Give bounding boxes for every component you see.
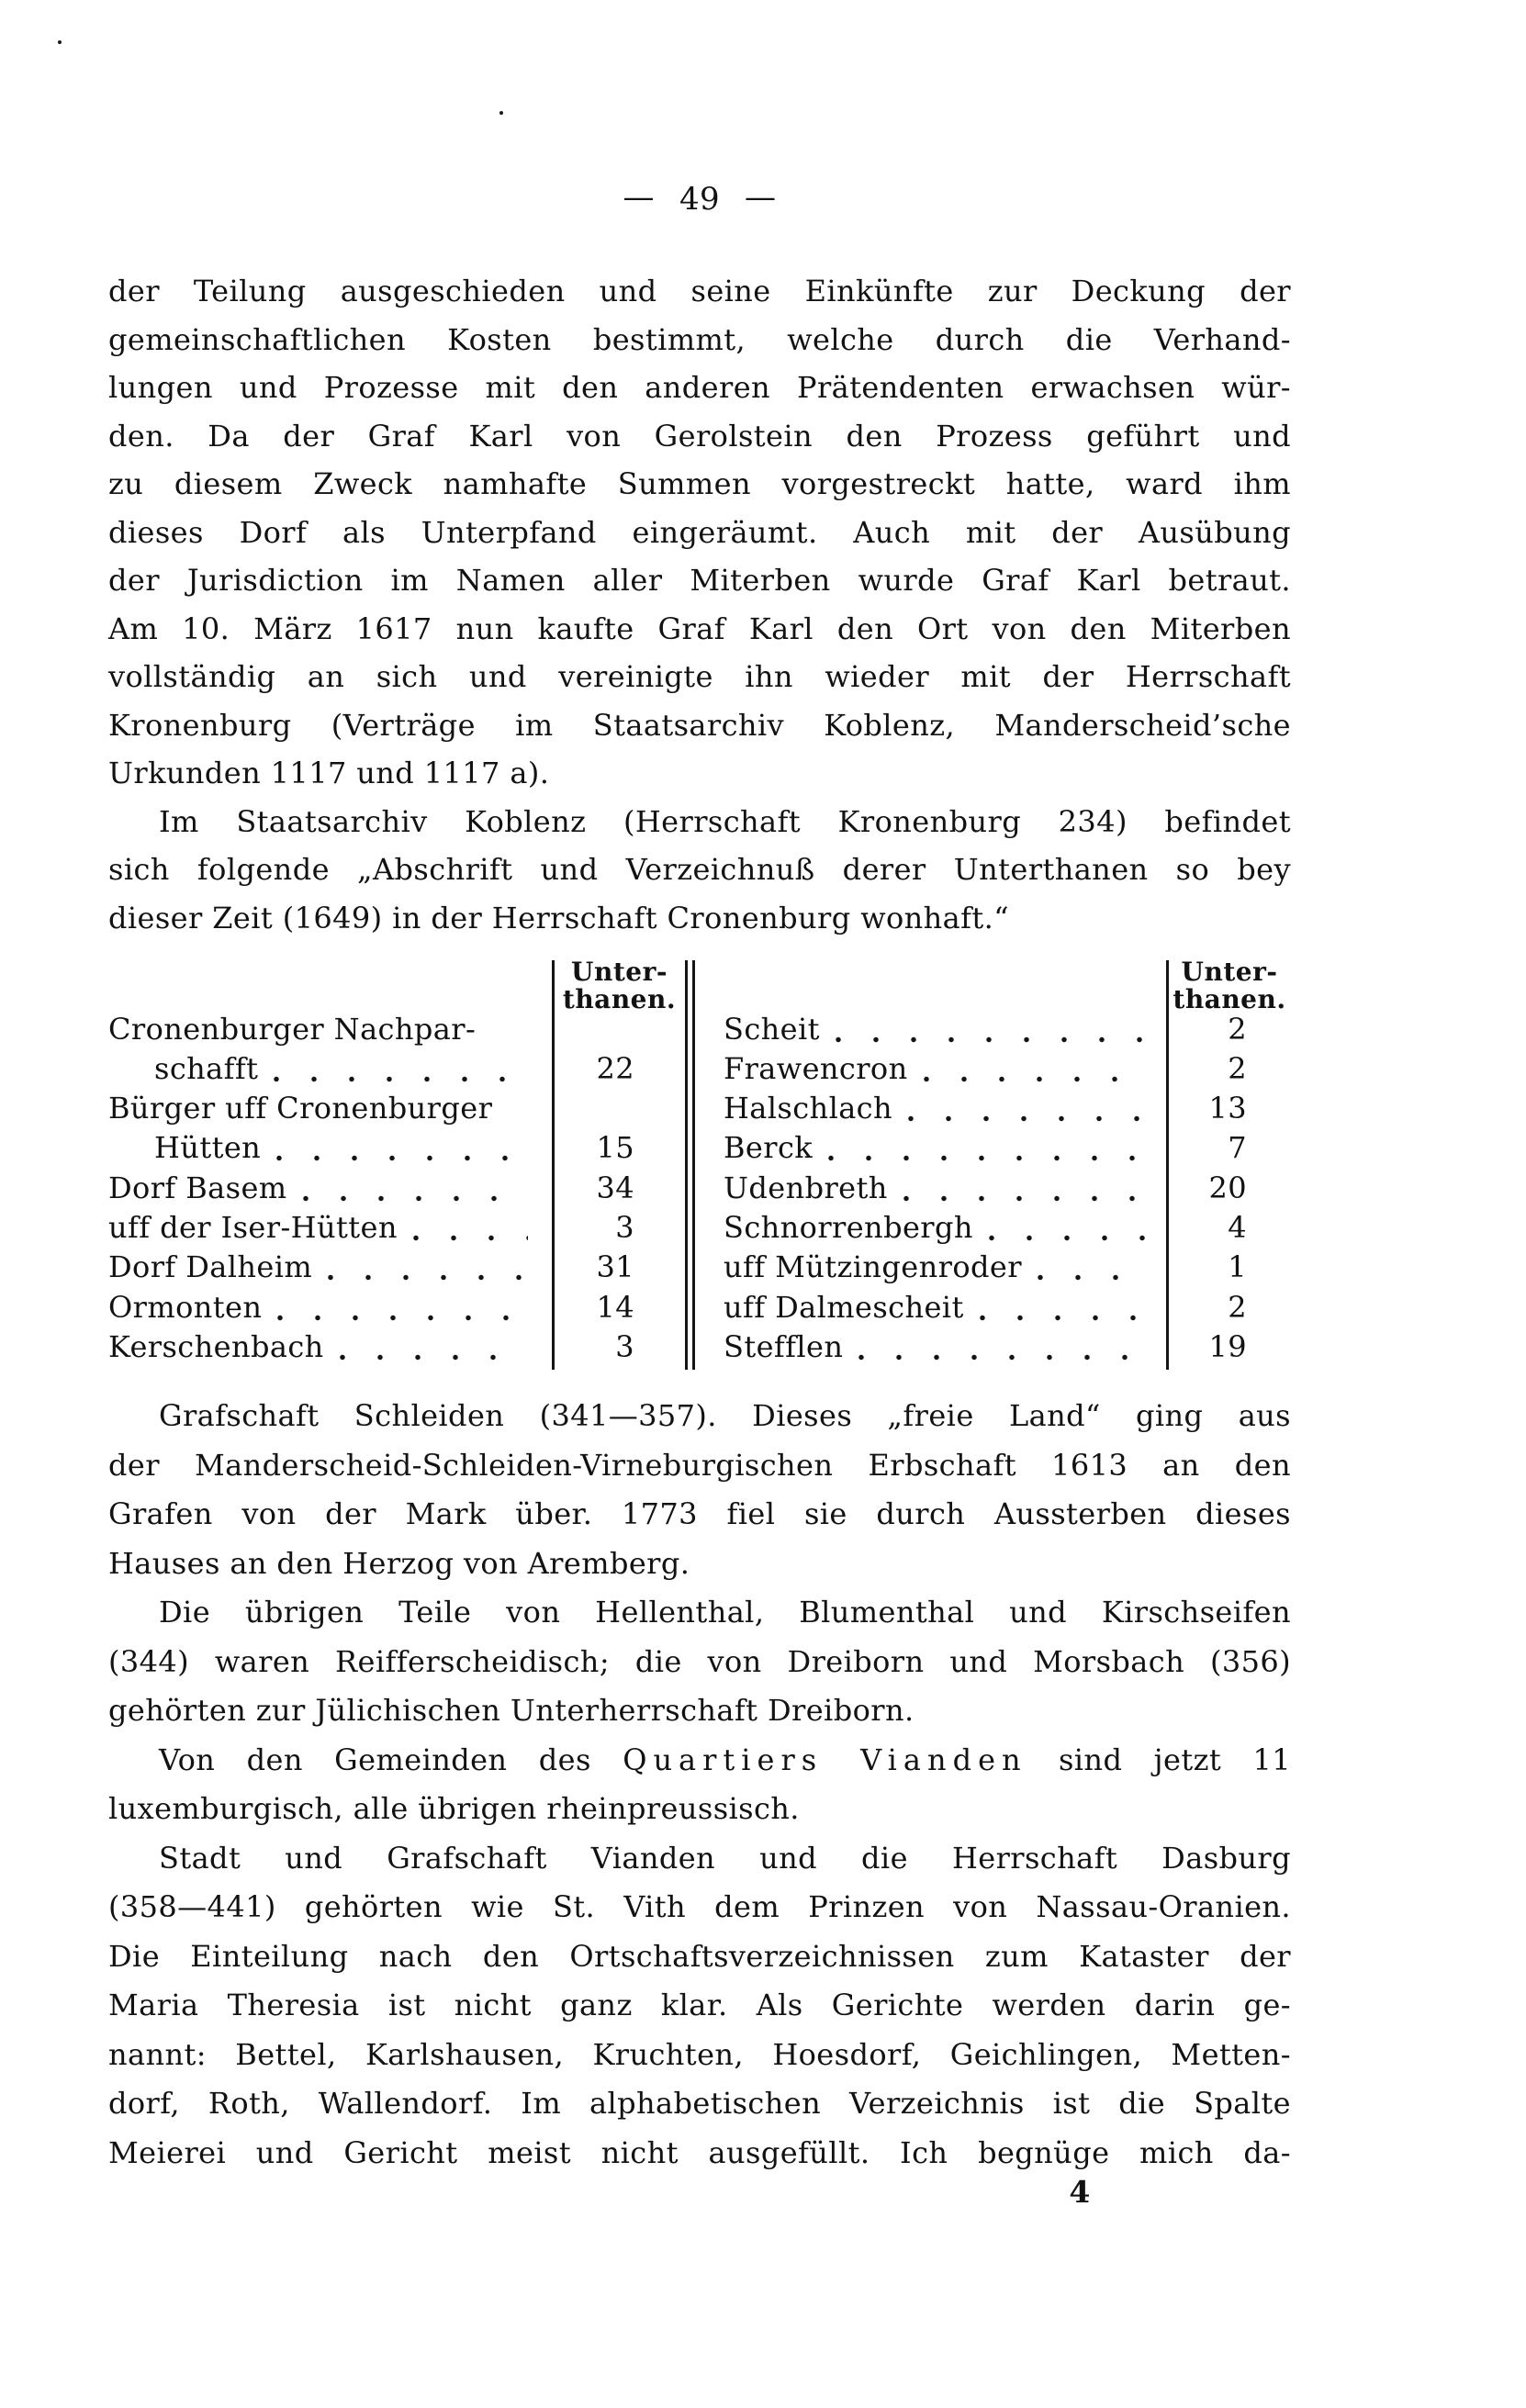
place-name: schafft xyxy=(154,1050,259,1086)
table-row xyxy=(108,1208,537,1248)
dot-leader xyxy=(979,1315,1146,1321)
dot-leader xyxy=(907,1115,1146,1122)
dot-leader xyxy=(302,1195,528,1202)
unterthanen-count: 3 xyxy=(615,1328,634,1364)
paragraph-line: (358—441) gehörten wie St. Vith dem Prinzen von Nassau-Oranien. xyxy=(108,1889,1291,1924)
upper-text-block xyxy=(108,267,1291,942)
paragraph-line: dieser Zeit (1649) in der Herrschaft Cronenburg wonhaft.“ xyxy=(108,900,1009,935)
table-row xyxy=(108,1288,537,1327)
paragraph-line: der Teilung ausgeschieden und seine Einkünfte zur Deckung der xyxy=(108,274,1291,308)
paragraph-line: Grafen von der Mark über. 1773 fiel sie durch Aussterben dieses xyxy=(108,1496,1291,1531)
place-name: uff Dalmescheit xyxy=(724,1289,964,1325)
column-header-unterthanen-right xyxy=(1169,958,1290,1014)
dot-leader xyxy=(412,1235,528,1241)
unterthanen-count: 3 xyxy=(615,1210,634,1245)
lower-text-block xyxy=(108,1392,1291,2178)
unterthanen-count: 19 xyxy=(1208,1328,1247,1364)
table-row xyxy=(108,1248,537,1287)
column-header-unterthanen-left xyxy=(552,958,687,1014)
table-rule-center-b xyxy=(692,960,695,1370)
table-row xyxy=(108,1049,537,1089)
paragraph-line: Kronenburg (Verträge im Staatsarchiv Koblenz, Manderscheid’sche xyxy=(108,707,1291,743)
place-name: Ormonten xyxy=(108,1289,263,1325)
paragraph-line: zu diesem Zweck namhafte Summen vorgestreckt hatte, ward ihm xyxy=(108,466,1291,501)
paragraph-line: Die Einteilung nach den Ortschaftsverzeichnissen zum Kataster der xyxy=(108,1938,1291,1974)
table-row xyxy=(724,1248,1155,1287)
place-name: Cronenburger Nachpar- xyxy=(108,1011,477,1047)
page-header xyxy=(108,178,1291,220)
dot-leader xyxy=(273,1076,528,1082)
dot-leader xyxy=(858,1354,1146,1361)
place-name: Schnorrenbergh xyxy=(724,1210,973,1245)
scan-speck xyxy=(58,40,62,44)
dot-leader xyxy=(827,1155,1146,1161)
place-name: Frawencron xyxy=(724,1050,908,1086)
table-row xyxy=(724,1327,1155,1367)
table-row xyxy=(108,1128,537,1168)
unterthanen-count: 13 xyxy=(1208,1091,1247,1126)
dot-leader xyxy=(1037,1274,1146,1281)
table-row xyxy=(108,1089,537,1128)
paragraph-line: Urkunden 1117 und 1117 a). xyxy=(108,756,550,790)
paragraph-line xyxy=(108,1736,1291,1786)
dot-leader xyxy=(988,1235,1146,1241)
paragraph-line: Maria Theresia ist nicht ganz klar. Als Gerichte werden darin ge- xyxy=(108,1988,1291,2022)
text-run: sind jetzt 11 xyxy=(1027,1742,1291,1777)
table-row xyxy=(724,1288,1155,1327)
paragraph-line: Stadt und Grafschaft Vianden und die Herrschaft Dasburg xyxy=(159,1840,1291,1876)
dot-leader xyxy=(275,1155,528,1161)
paragraph-line: gehörten zur Jülichischen Unterherrschaft Dreiborn. xyxy=(108,1693,914,1728)
unterthanen-count: 2 xyxy=(1228,1011,1247,1047)
letterspaced-text: Quartiers Vianden xyxy=(623,1742,1027,1777)
scan-speck xyxy=(499,111,503,115)
paragraph-line: Am 10. März 1617 nun kaufte Graf Karl den Ort von den Miterben xyxy=(108,610,1291,646)
paragraph-line: (344) waren Reifferscheidisch; die von Dreiborn und Morsbach (356) xyxy=(108,1643,1291,1679)
paragraph-line: Die übrigen Teile von Hellenthal, Blumenthal und Kirschseifen xyxy=(159,1595,1291,1630)
table-rule-center-a xyxy=(685,960,688,1370)
paragraph-line: der Manderscheid-Schleiden-Virneburgischen Erbschaft 1613 an den xyxy=(108,1447,1291,1483)
place-name: Kerschenbach xyxy=(108,1328,324,1364)
place-name: uff der Iser-Hütten xyxy=(108,1210,398,1245)
table-row xyxy=(108,1169,537,1208)
paragraph-line: dieses Dorf als Unterpfand eingeräumt. Auch mit der Ausübung xyxy=(108,514,1291,550)
dot-leader xyxy=(276,1315,528,1321)
table-rule-right xyxy=(1166,960,1169,1370)
paragraph-line: Im Staatsarchiv Koblenz (Herrschaft Kronenburg 234) befindet xyxy=(159,803,1291,839)
place-name: Bürger uff Cronenburger xyxy=(108,1091,493,1126)
unterthanen-count: 4 xyxy=(1228,1210,1247,1245)
paragraph-line: vollständig an sich und vereinigte ihn wieder mit der Herrschaft xyxy=(108,659,1291,694)
paragraph-line: nannt: Bettel, Karlshausen, Kruchten, Hoesdorf, Geichlingen, Metten- xyxy=(108,2036,1291,2072)
column-header-line: Unter- xyxy=(571,957,668,987)
place-name: Udenbreth xyxy=(724,1170,888,1205)
unterthanen-count: 2 xyxy=(1228,1289,1247,1325)
place-name: Scheit xyxy=(724,1011,820,1047)
unterthanen-count: 20 xyxy=(1208,1170,1247,1205)
unterthanen-count: 34 xyxy=(596,1170,634,1205)
paragraph-line: Hauses an den Herzog von Aremberg. xyxy=(108,1545,690,1581)
page-number: 49 xyxy=(679,181,721,218)
unterthanen-count: 2 xyxy=(1228,1050,1247,1086)
unterthanen-count: 1 xyxy=(1228,1249,1247,1285)
paragraph-line: Meierei und Gericht meist nicht ausgefüllt. Ich begnüge mich da- xyxy=(108,2134,1291,2170)
header-dash-left: — xyxy=(623,179,655,216)
dot-leader xyxy=(327,1274,528,1281)
place-name: Dorf Dalheim xyxy=(108,1249,313,1285)
table-row xyxy=(724,1169,1155,1208)
column-header-line: Unter- xyxy=(1181,957,1278,987)
place-name: Hütten xyxy=(154,1130,262,1166)
paragraph-line: Grafschaft Schleiden (341—357). Dieses „freie Land“ ging aus xyxy=(159,1398,1291,1433)
dot-leader xyxy=(339,1354,528,1361)
table-row xyxy=(724,1049,1155,1089)
signature-mark: 4 xyxy=(1069,2174,1091,2210)
place-name: uff Mützingenroder xyxy=(724,1249,1022,1285)
paragraph-line: den. Da der Graf Karl von Gerolstein den Prozess geführt und xyxy=(108,418,1291,454)
unterthanen-count: 14 xyxy=(596,1289,634,1325)
paragraph-line: der Jurisdiction im Namen aller Miterben wurde Graf Karl betraut. xyxy=(108,563,1291,598)
table-row xyxy=(724,1208,1155,1248)
table-row xyxy=(108,1010,537,1049)
dot-leader xyxy=(835,1036,1146,1043)
column-header-line: thanen. xyxy=(562,984,677,1014)
text-run: Von den Gemeinden des xyxy=(159,1742,623,1777)
paragraph-line: lungen und Prozesse mit den anderen Prätendenten erwachsen wür- xyxy=(108,370,1291,405)
paragraph-line: dorf, Roth, Wallendorf. Im alphabetischen Verzeichnis ist die Spalte xyxy=(108,2086,1291,2121)
unterthanen-count: 22 xyxy=(596,1050,634,1086)
paragraph-line: luxemburgisch, alle übrigen rheinpreussisch. xyxy=(108,1791,800,1826)
table-row xyxy=(724,1089,1155,1128)
header-dash-right: — xyxy=(745,179,777,216)
place-name: Stefflen xyxy=(724,1328,844,1364)
paragraph-line: sich folgende „Abschrift und Verzeichnuß derer Unterthanen so bey xyxy=(108,852,1291,887)
dot-leader xyxy=(903,1195,1146,1202)
unterthanen-count: 15 xyxy=(596,1130,634,1166)
column-header-line: thanen. xyxy=(1173,984,1286,1014)
table-row xyxy=(108,1327,537,1367)
paragraph-line: gemeinschaftlichen Kosten bestimmt, welche durch die Verhand- xyxy=(108,321,1291,357)
table-row xyxy=(724,1010,1155,1049)
unterthanen-count: 7 xyxy=(1228,1130,1247,1166)
place-name: Berck xyxy=(724,1130,813,1166)
unterthanen-count: 31 xyxy=(596,1249,634,1285)
place-name: Dorf Basem xyxy=(108,1170,287,1205)
place-name: Halschlach xyxy=(724,1091,893,1126)
dot-leader xyxy=(923,1076,1146,1082)
table-row xyxy=(724,1128,1155,1168)
table-rule-left xyxy=(552,960,555,1370)
